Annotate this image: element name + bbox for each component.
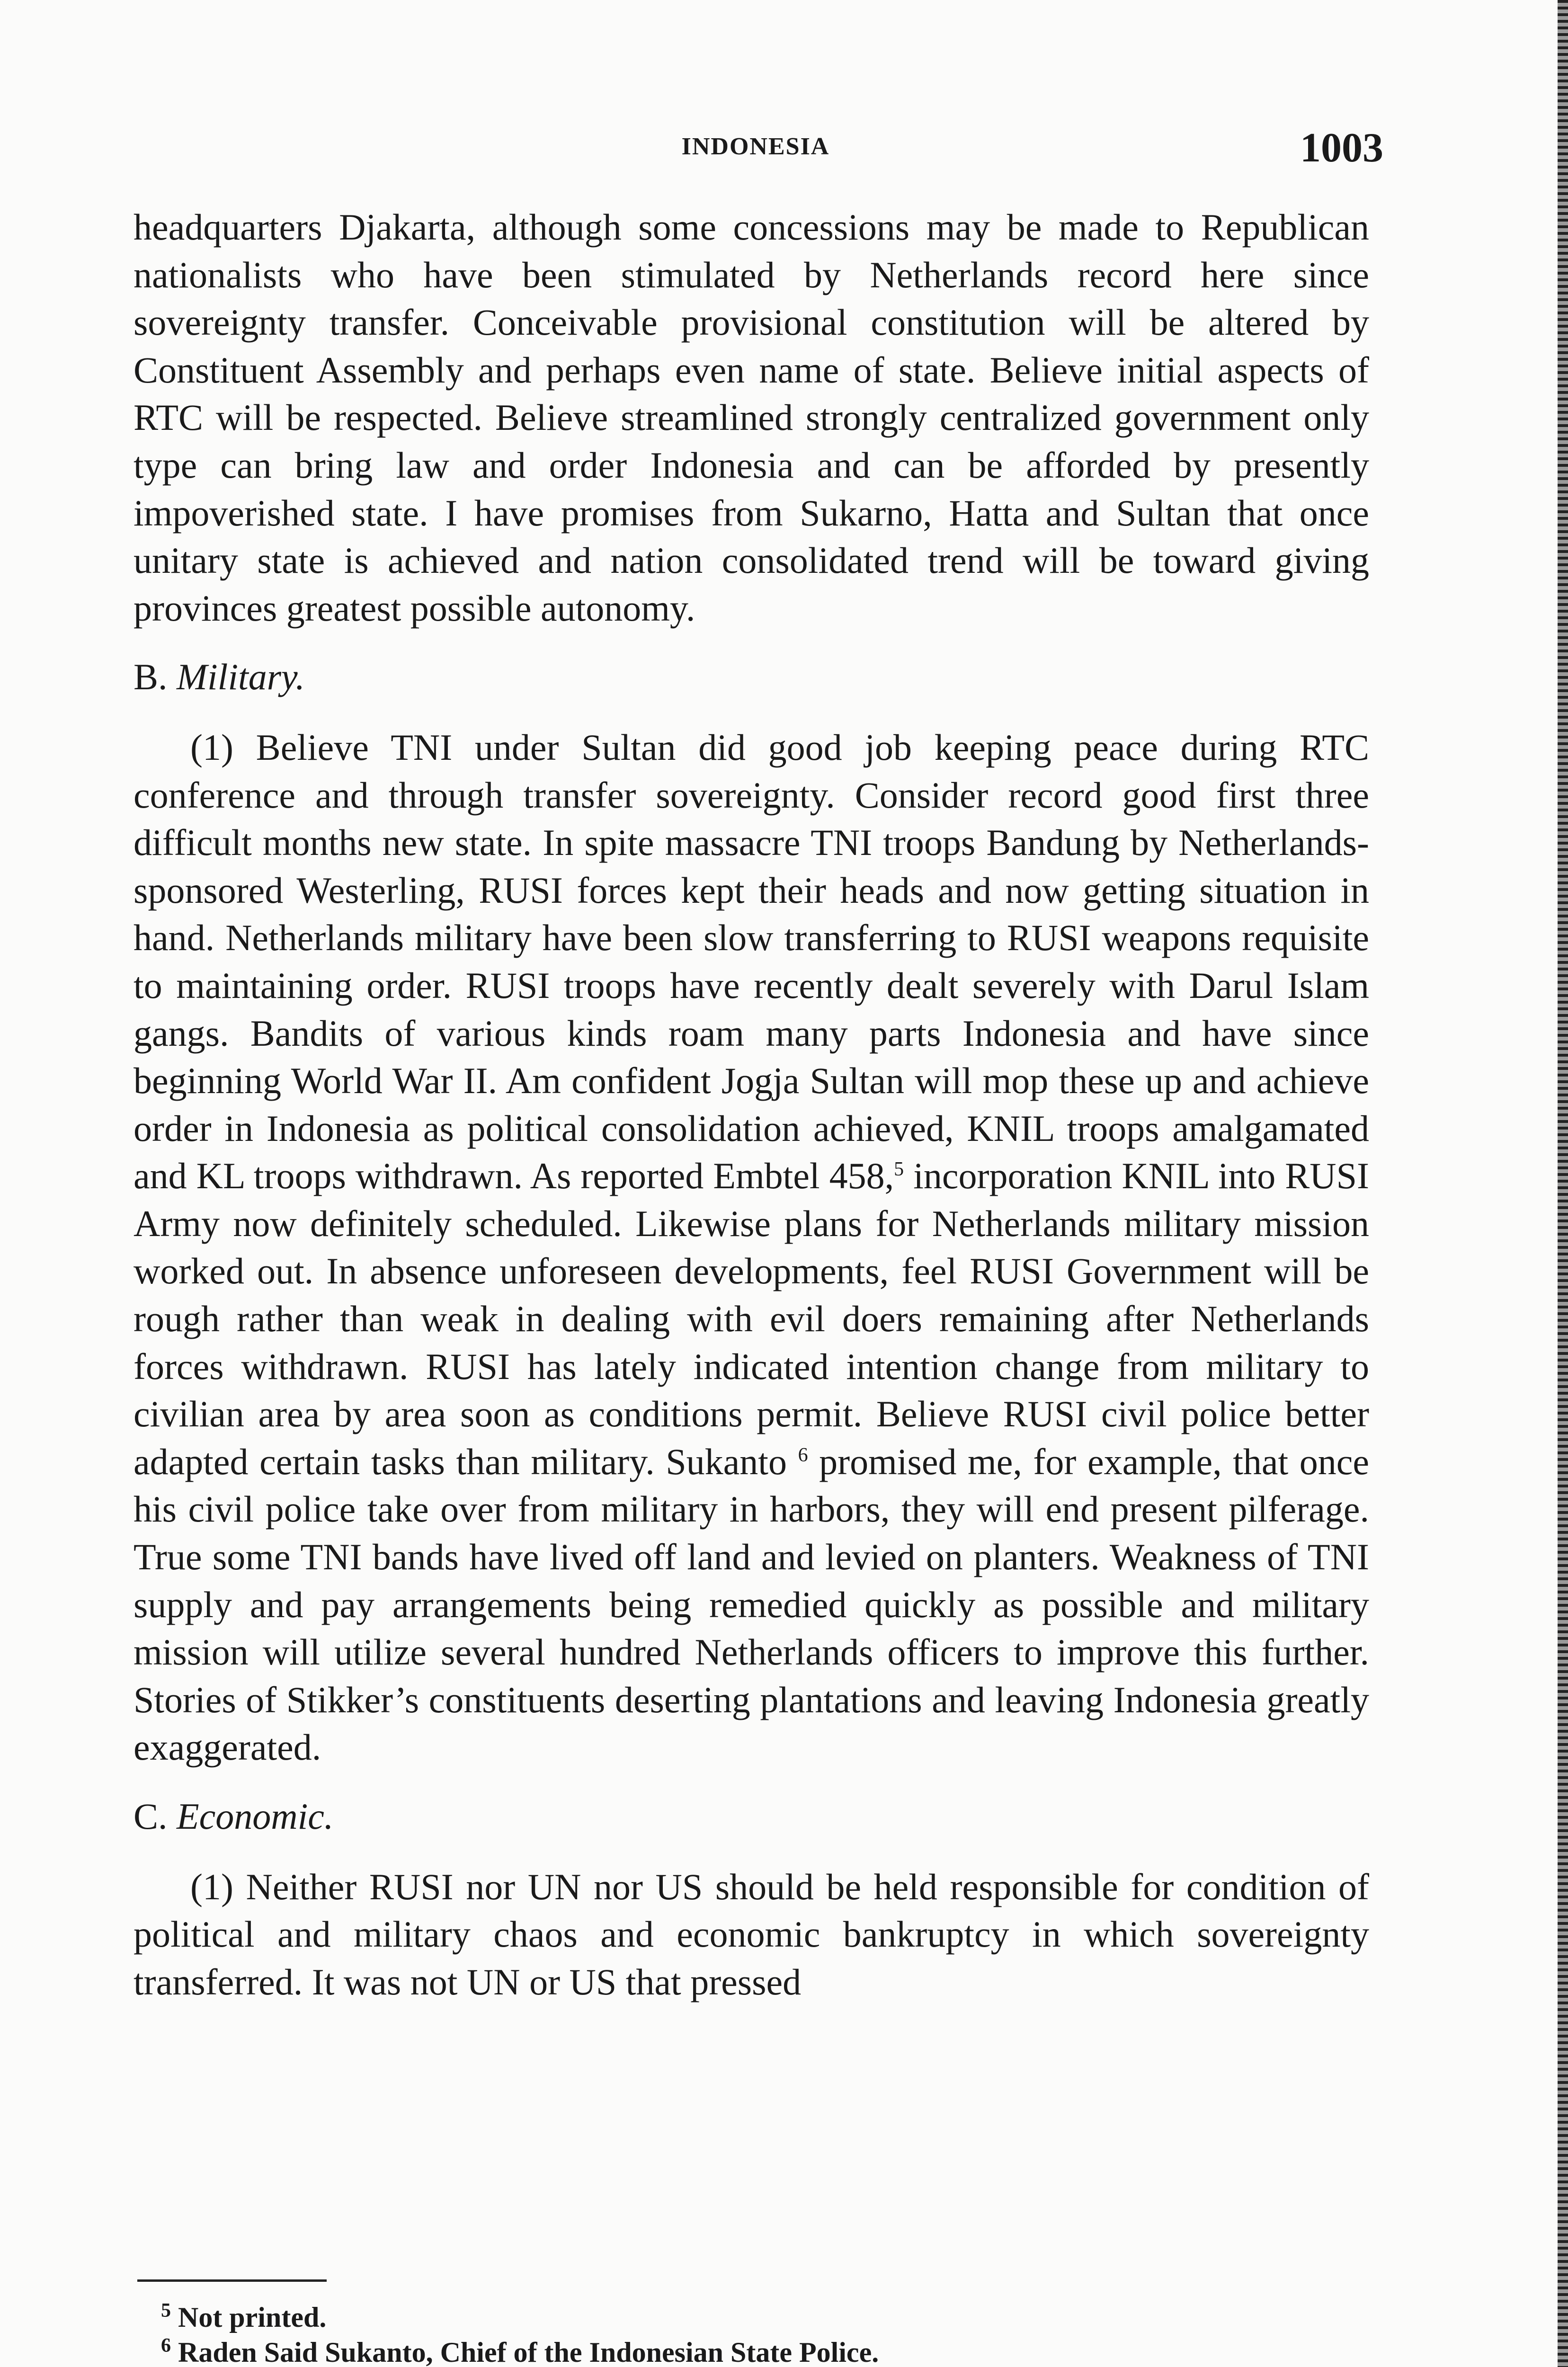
footnote-mark: 6 <box>161 2335 171 2357</box>
paragraph-economic: (1) Neither RUSI nor UN nor US should be held responsible for condition of political and military chaos and economic bankruptcy in which sovereignty transferred. It was not UN or US that pressed <box>134 1866 1369 2002</box>
footnote <box>161 2335 1321 2367</box>
footnote-text: Raden Said Sukanto, Chief of the Indonesian State Police. <box>178 2337 879 2367</box>
footnote-text: Not printed. <box>178 2302 327 2333</box>
paragraph-political-continuation: headquarters Djakarta, although some concessions may be made to Republican nationalists who have been stimulated by Netherlands record here since sovereignty transfer. Conceivable provisional constitution will be altered by Constituent Assembly and perhaps even name of state. Believe initial aspects of RTC will be respected. Believe streamlined strongly centralized government only type can bring law and order Indonesia and can be afforded by presently impoverished state. I have promises from Sukarno, Hatta and Sultan that once unitary state is achieved and nation consolidated trend will be toward giving provinces greatest possible autonomy. <box>134 206 1369 629</box>
body-text <box>134 204 1369 2006</box>
page-edge-shadow <box>1558 0 1568 2367</box>
footnote-mark: 5 <box>161 2300 171 2322</box>
paragraph-military <box>134 724 1369 1771</box>
paragraph-text: promised me, for example, that once his civil police take over from military in harbors, they will end present pilferage. True some TNI bands have lived off land and levied on planters. Weakness of TNI supply and pay arrangements being remedied quickly as possible and military mission will utilize several hundred Netherlands officers to improve this further. Stories of Stikker’s constituents deserting plantations and leaving Indonesia greatly exaggerated. <box>134 1441 1370 1768</box>
footnotes <box>161 2300 1321 2367</box>
section-letter: C. <box>134 1796 168 1837</box>
running-head: INDONESIA <box>681 133 830 160</box>
section-title: Military. <box>177 656 305 698</box>
footnote-divider <box>137 2279 327 2282</box>
page-number: 1003 <box>1300 125 1383 171</box>
footnote <box>161 2300 1321 2335</box>
paragraph-text: (1) Believe TNI under Sultan did good job keeping peace during RTC conference and through transfer sovereignty. Consider record good first three difficult months new state. In spite massacre TNI troops Bandung by Netherlands-sponsored Westerling, RUSI forces kept their heads and now getting situation in hand. Netherlands military have been slow transferring to RUSI weapons requisite to maintaining order. RUSI troops have recently dealt severely with Darul Islam gangs. Bandits of various kinds roam many parts Indonesia and have since beginning World War II. Am confident Jogja Sultan will mop these up and achieve order in Indonesia as political consolidation achieved, KNIL troops amalgamated and KL troops withdrawn. As reported Embtel 458, <box>134 726 1369 1197</box>
section-letter: B. <box>134 656 168 698</box>
footnote-ref: 5 <box>894 1158 904 1181</box>
paragraph-text: incorporation KNIL into RUSI Army now definitely scheduled. Likewise plans for Netherlands military mission worked out. In absence unforeseen developments, feel RUSI Government will be rough rather than weak in dealing with evil doers remaining after Netherlands forces withdrawn. RUSI has lately indicated intention change from military to civilian area by area soon as conditions permit. Believe RUSI civil police better adapted certain tasks than military. Sukanto <box>134 1155 1369 1482</box>
section-heading-military <box>134 653 1369 701</box>
page-header <box>133 124 1383 176</box>
section-heading-economic <box>134 1793 1369 1841</box>
footnote-ref: 6 <box>798 1444 808 1466</box>
section-title: Economic. <box>177 1796 334 1837</box>
